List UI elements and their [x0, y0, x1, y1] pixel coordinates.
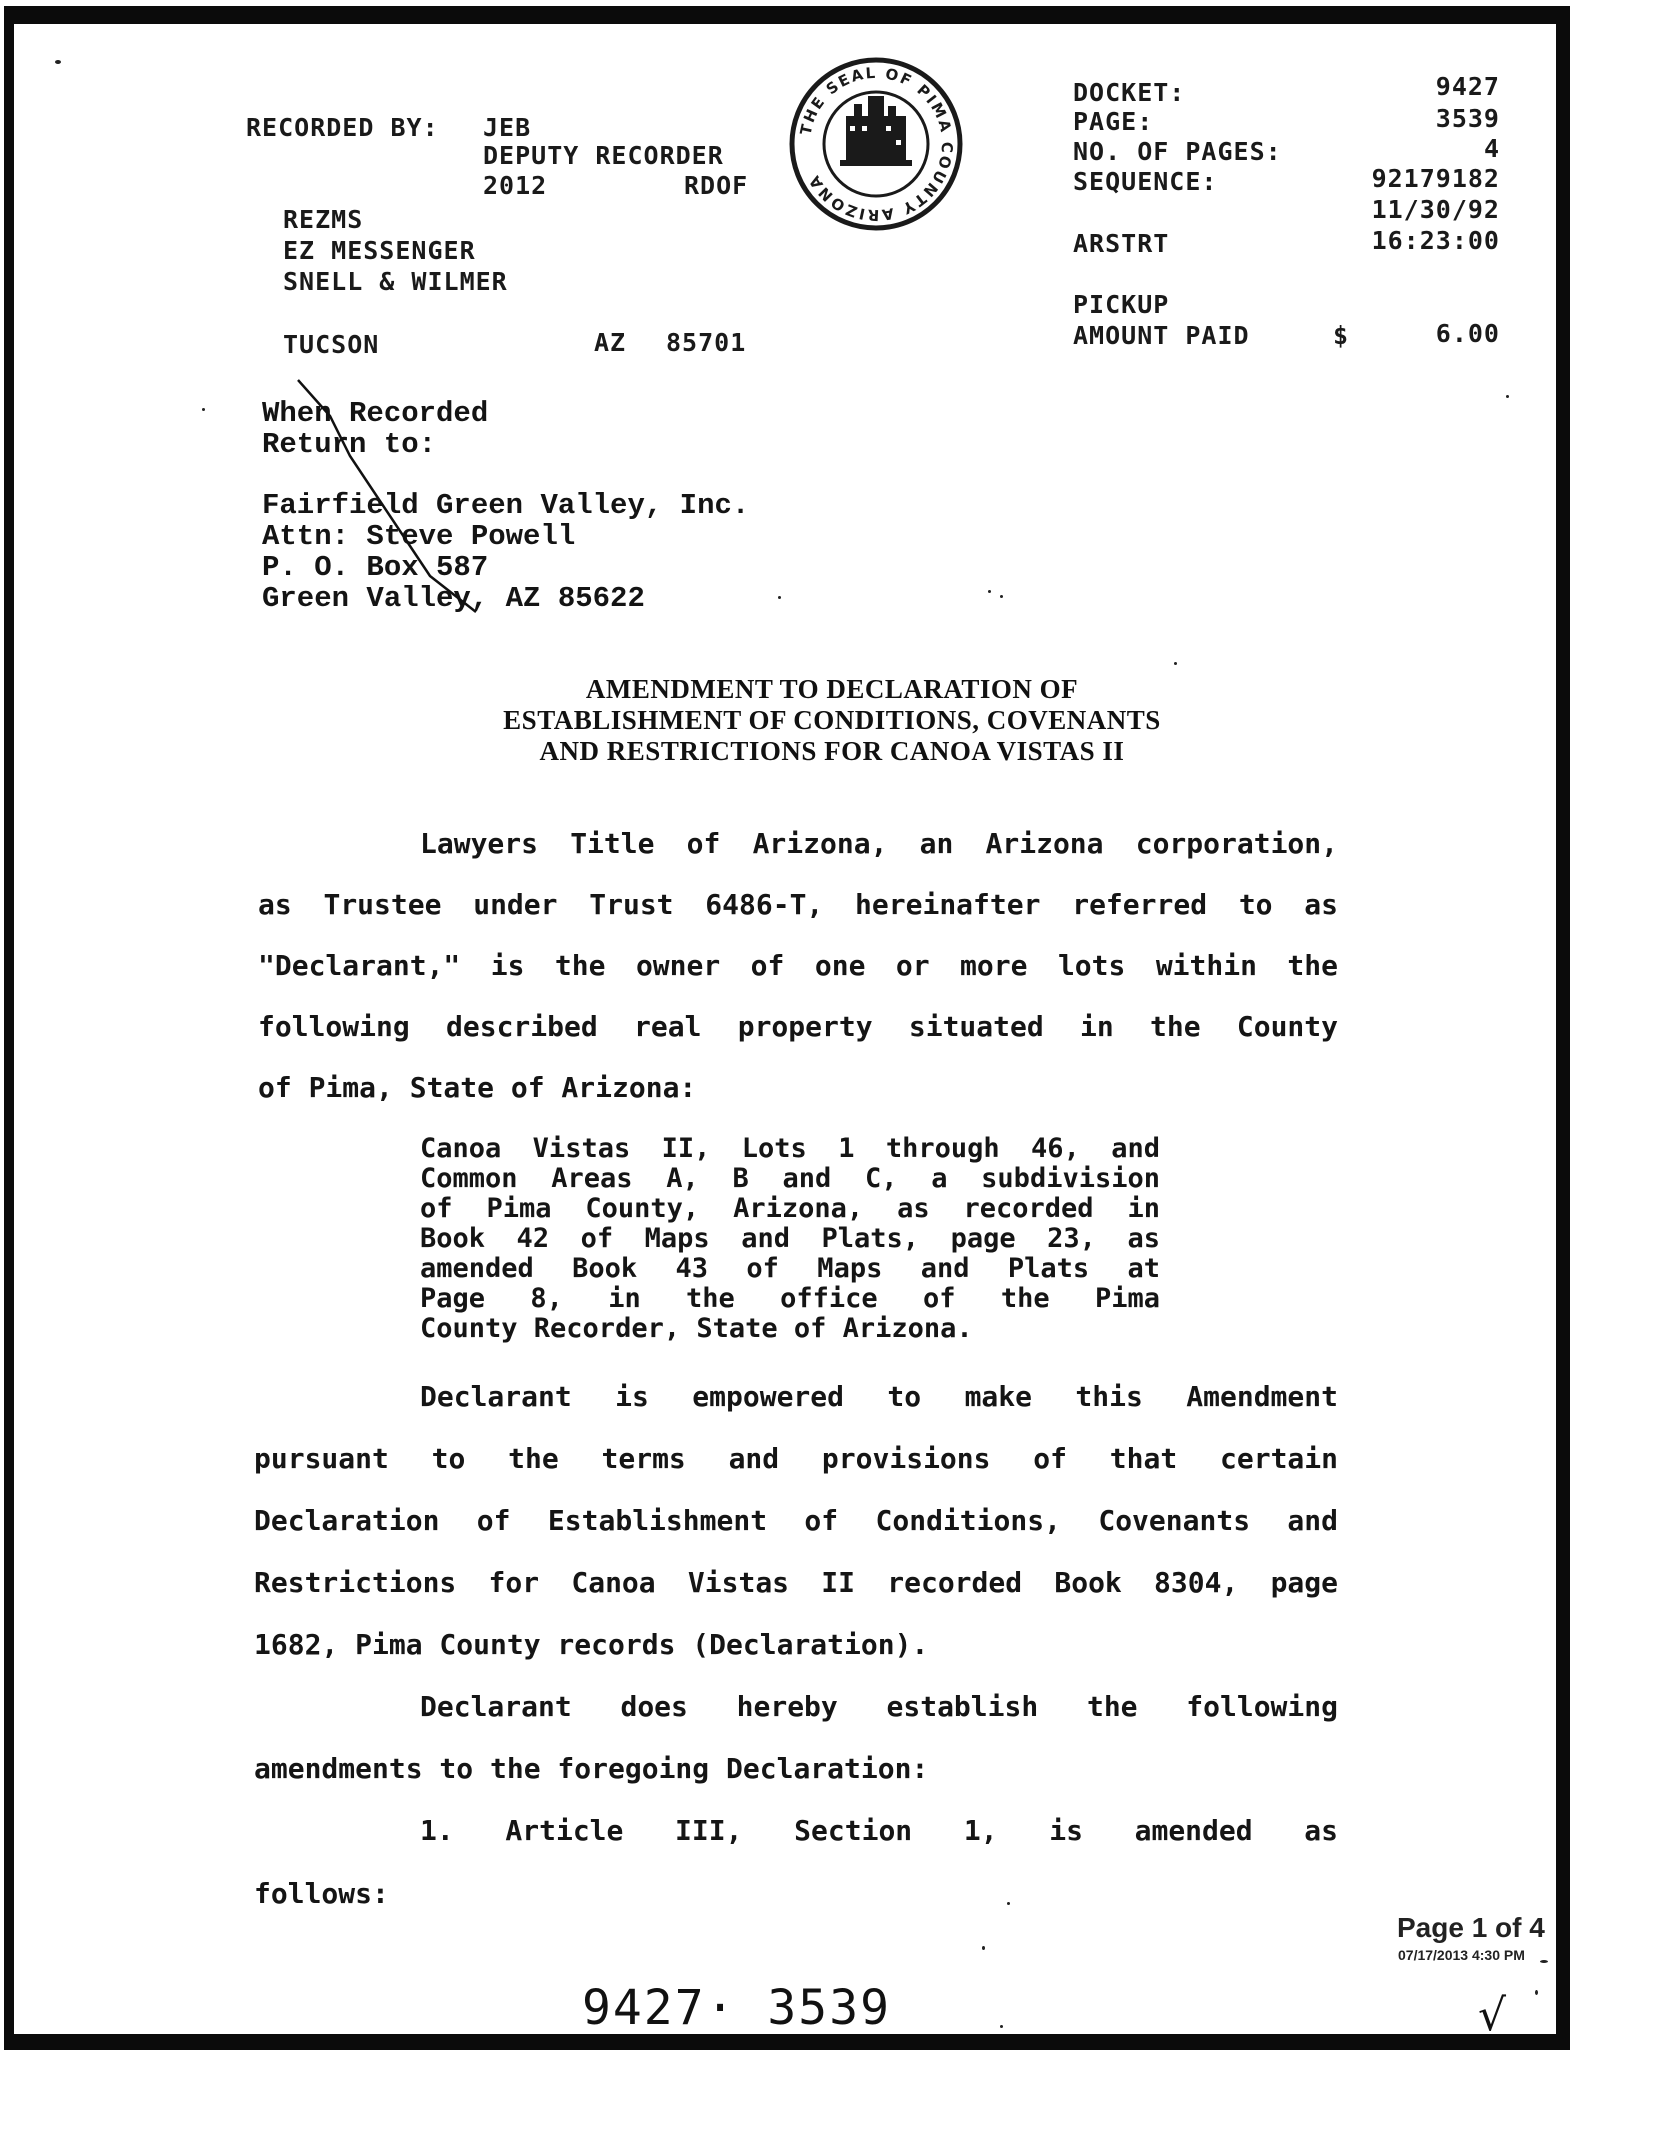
paragraph-1-line-4: following described real property situated in the County: [258, 1010, 1338, 1043]
page-label: PAGE:: [1073, 107, 1154, 136]
scan-speck: [55, 60, 61, 64]
paragraph-1-line-2: as Trustee under Trust 6486-T, hereinafter referred to as: [258, 888, 1338, 921]
recorder-title: DEPUTY RECORDER: [483, 141, 724, 170]
document-title-line-2: ESTABLISHMENT OF CONDITIONS, COVENANTS: [503, 705, 1161, 735]
paragraph-2-line-3: Declaration of Establishment of Conditions, Covenants and: [254, 1504, 1338, 1537]
return-city: Green Valley, AZ 85622: [262, 582, 645, 615]
paragraph-3-line-2: amendments to the foregoing Declaration:: [254, 1752, 929, 1785]
print-timestamp: 07/17/2013 4:30 PM: [1398, 1947, 1525, 1963]
return-name: Fairfield Green Valley, Inc.: [262, 489, 750, 522]
number-of-pages-label: NO. OF PAGES:: [1073, 137, 1282, 166]
paragraph-4-line-1: 1. Article III, Section 1, is amended as: [420, 1814, 1338, 1847]
paragraph-2-line-1: Declarant is empowered to make this Amendment: [420, 1380, 1338, 1413]
recording-code-1: 2012: [483, 171, 548, 200]
legal-description-line-5: amended Book 43 of Maps and Plats at: [420, 1253, 1160, 1284]
handwritten-initial: √: [1478, 1990, 1507, 2041]
return-attn: Attn: Steve Powell: [262, 520, 576, 553]
docket-page-footer: 9427· 3539: [582, 1980, 891, 2036]
return-box: P. O. Box 587: [262, 551, 489, 584]
addressee-line-3: SNELL & WILMER: [283, 267, 508, 296]
scan-speck: [982, 1946, 985, 1950]
amount-paid-label: AMOUNT PAID: [1073, 321, 1250, 350]
legal-description-line-6: Page 8, in the office of the Pima: [420, 1283, 1160, 1314]
scan-speck: [1000, 2025, 1003, 2028]
recording-code-2: RDOF: [684, 171, 749, 200]
county-seal-icon: [788, 56, 964, 232]
pen-slash-mark: [290, 376, 490, 616]
addressee-line-2: EZ MESSENGER: [283, 236, 476, 265]
addressee-line-1: REZMS: [283, 205, 364, 234]
addressee-state: AZ: [594, 328, 627, 357]
scan-speck: [1000, 595, 1003, 598]
amount-paid-value: 6.00: [1435, 319, 1500, 348]
docket-label: DOCKET:: [1073, 78, 1186, 107]
scan-speck: [778, 596, 781, 599]
legal-description-line-1: Canoa Vistas II, Lots 1 through 46, and: [420, 1133, 1160, 1164]
recorded-by-label: RECORDED BY:: [246, 113, 439, 142]
document-type: ARSTRT: [1073, 229, 1170, 258]
paragraph-2-line-5: 1682, Pima County records (Declaration).: [254, 1628, 929, 1661]
legal-description-line-7: County Recorder, State of Arizona.: [420, 1313, 973, 1344]
legal-description-line-2: Common Areas A, B and C, a subdivision: [420, 1163, 1160, 1194]
recorded-by-value: JEB: [483, 113, 532, 142]
scan-speck: [202, 408, 205, 411]
paragraph-2-line-4: Restrictions for Canoa Vistas II recorded Book 8304, page: [254, 1566, 1338, 1599]
addressee-city: TUCSON: [283, 330, 380, 359]
page-value: 3539: [1435, 104, 1500, 133]
scan-speck: [988, 590, 991, 593]
amount-currency: $: [1333, 321, 1350, 350]
paragraph-3-line-1: Declarant does hereby establish the following: [420, 1690, 1338, 1723]
paragraph-4-line-2: follows:: [254, 1877, 389, 1910]
recording-time: 16:23:00: [1371, 226, 1500, 255]
return-line-2: Return to:: [262, 428, 437, 461]
sequence-value: 92179182: [1371, 164, 1500, 193]
docket-value: 9427: [1435, 72, 1500, 101]
svg-text:THE SEAL OF PIMA COUNTY ARIZON: THE SEAL OF PIMA COUNTY ARIZONA: [796, 63, 957, 225]
scan-speck: [1535, 1990, 1538, 1995]
paragraph-1-line-1: Lawyers Title of Arizona, an Arizona corporation,: [420, 827, 1338, 860]
return-line-1: When Recorded: [262, 397, 489, 430]
legal-description-line-3: of Pima County, Arizona, as recorded in: [420, 1193, 1160, 1224]
paragraph-1-line-5: of Pima, State of Arizona:: [258, 1071, 697, 1104]
pickup-label: PICKUP: [1073, 290, 1170, 319]
recording-date: 11/30/92: [1371, 195, 1500, 224]
paragraph-2-line-2: pursuant to the terms and provisions of that certain: [254, 1442, 1338, 1475]
addressee-zip: 85701: [666, 328, 747, 357]
document-title-line-1: AMENDMENT TO DECLARATION OF: [585, 674, 1079, 704]
number-of-pages-value: 4: [1483, 134, 1500, 163]
document-title-line-3: AND RESTRICTIONS FOR CANOA VISTAS II: [539, 736, 1125, 766]
scan-speck: [1506, 395, 1509, 398]
sequence-label: SEQUENCE:: [1073, 167, 1218, 196]
legal-description-line-4: Book 42 of Maps and Plats, page 23, as: [420, 1223, 1160, 1254]
paragraph-1-line-3: "Declarant," is the owner of one or more lots within the: [258, 949, 1338, 982]
scan-speck: [1174, 662, 1177, 665]
scan-speck: [1540, 1960, 1548, 1963]
page-of-indicator: Page 1 of 4: [1397, 1912, 1545, 1943]
